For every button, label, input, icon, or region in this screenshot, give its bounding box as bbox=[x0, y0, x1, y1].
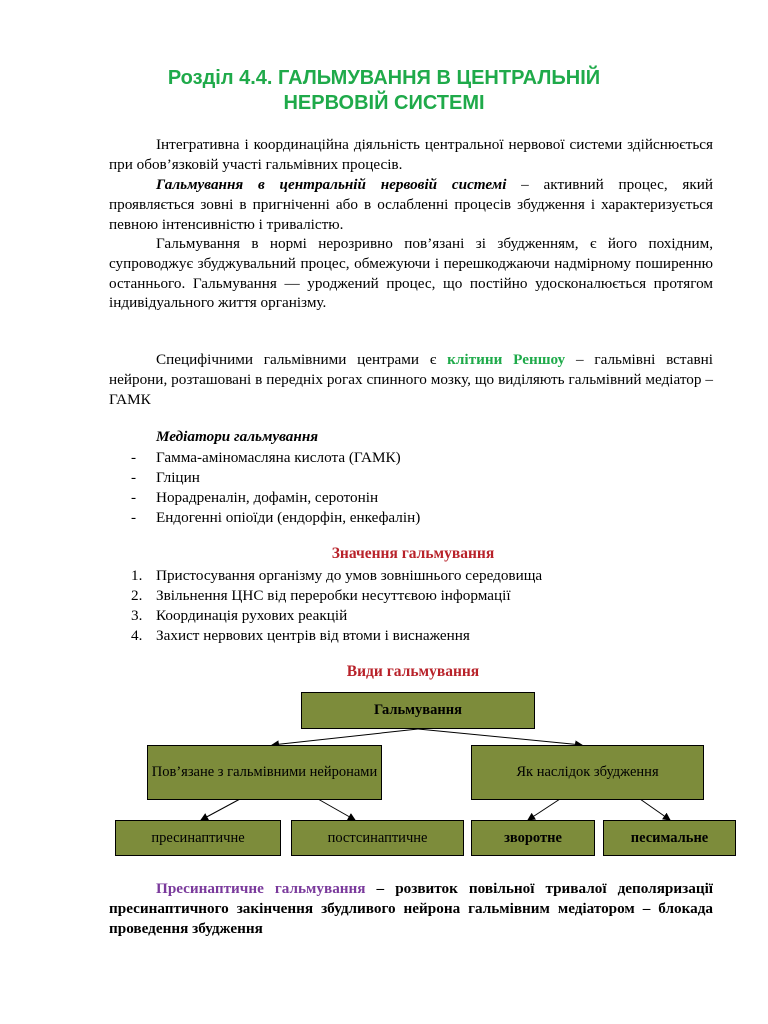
diagram-root-box: Гальмування bbox=[301, 692, 535, 729]
list-item: - Ендогенні опіоїди (ендорфін, енкефалін) bbox=[131, 509, 421, 526]
mediators-heading: Медіатори гальмування bbox=[156, 428, 319, 445]
list-item: - Норадреналін, дофамін, серотонін bbox=[131, 489, 379, 506]
diagram-leaf-pessimal: песимальне bbox=[603, 820, 736, 856]
arrow-left-leaf2 bbox=[318, 799, 355, 820]
diagram-leaf-recurrent: зворотне bbox=[471, 820, 595, 856]
list-item: 4. Захист нервових центрів від втоми і виснаження bbox=[131, 627, 470, 644]
arrow-root-right bbox=[418, 729, 582, 745]
definition-text: – активний процес, який проявляється зовні в пригніченні або в ослабленні процесів збудження і характеризується певною інтенсивністю і тривалістю. bbox=[109, 176, 713, 233]
list-item: - Гамма-аміномасляна кислота (ГАМК) bbox=[131, 449, 401, 466]
arrow-left-leaf1 bbox=[201, 799, 240, 820]
diagram-right-box: Як наслідок збудження bbox=[471, 745, 704, 800]
paragraph-norm: Гальмування в нормі нерозривно пов’язані зі збудженням, є його похідним, супроводжує збуджувальний процес, обмежуючи і перешкоджаючи надмірному поширенню останнього. Гальмування — уроджений процес, що постійно удосконалюється протягом індивідуального життя організму. bbox=[109, 235, 713, 312]
list-item: - Гліцин bbox=[131, 469, 200, 486]
definition-term: Гальмування в центральній нервовій системі bbox=[156, 176, 507, 193]
list-item: 3. Координація рухових реакцій bbox=[131, 607, 348, 624]
arrow-root-left bbox=[272, 729, 418, 745]
paragraph-intro: Інтегративна і координаційна діяльність центральної нервової системи здійснюється при обов’язковій участі гальмівних процесів. bbox=[109, 136, 713, 173]
title-line-2: НЕРВОВІЙ СИСТЕМІ bbox=[283, 92, 485, 114]
renshaw-start: Специфічними гальмівними центрами є bbox=[156, 351, 448, 368]
diagram-leaf-presynaptic: пресинаптичне bbox=[115, 820, 281, 856]
title-line-1: Розділ 4.4. ГАЛЬМУВАННЯ В ЦЕНТРАЛЬНІЙ bbox=[167, 67, 601, 89]
arrow-right-leaf3 bbox=[528, 799, 560, 820]
renshaw-end: – гальмівні вставні нейрони, розташовані в передніх рогах спинного мозку, що виділяють гальмівний медіатор – ГАМК bbox=[109, 351, 713, 408]
diagram-heading: Види гальмування bbox=[346, 663, 480, 680]
arrow-right-leaf4 bbox=[640, 799, 670, 820]
paragraph-presynaptic bbox=[109, 879, 713, 938]
significance-heading: Значення гальмування bbox=[331, 545, 495, 562]
presynaptic-text: – розвиток повільної тривалої деполяризації пресинаптичного закінчення збудливого нейрона гальмівним медіатором – блокада проведення збудження bbox=[109, 880, 714, 937]
presynaptic-term: Пресинаптичне гальмування bbox=[156, 880, 366, 897]
list-item: 2. Звільнення ЦНС від переробки несуттєвою інформації bbox=[131, 587, 511, 604]
renshaw-term: клітини Реншоу bbox=[447, 351, 566, 368]
diagram-left-box: Пов’язане з гальмівними нейронами bbox=[147, 745, 382, 800]
list-item: 1. Пристосування організму до умов зовнішнього середовища bbox=[131, 567, 543, 584]
diagram-leaf-postsynaptic: постсинаптичне bbox=[291, 820, 464, 856]
